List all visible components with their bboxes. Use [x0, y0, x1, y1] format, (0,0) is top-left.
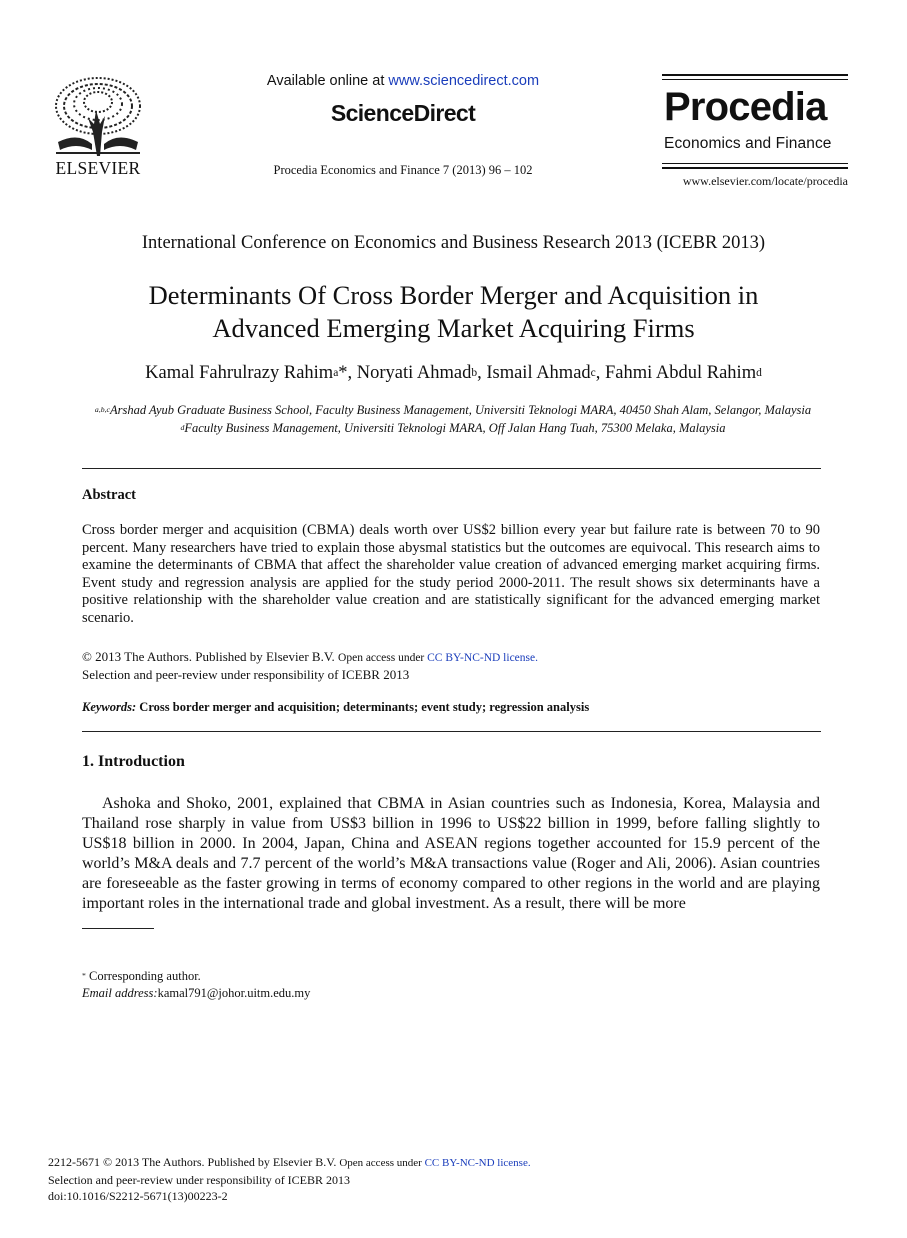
procedia-title: Procedia — [664, 85, 827, 129]
affiliation-d — [82, 419, 824, 437]
footnote-divider — [82, 928, 154, 929]
affil-text: Faculty Business Management, Universiti Teknologi MARA, Off Jalan Hang Tuah, 75300 Melaka, Malaysia — [184, 421, 726, 435]
author-affil-mark: a — [333, 366, 339, 379]
license-link[interactable]: CC BY-NC-ND license. — [427, 652, 538, 664]
author-affil-mark: c — [590, 366, 596, 379]
open-access-text: Open access under — [338, 652, 428, 664]
procedia-url[interactable]: www.elsevier.com/locate/procedia — [682, 174, 848, 188]
title-line-2: Advanced Emerging Market Acquiring Firms — [212, 313, 695, 343]
copyright-text: © 2013 The Authors. Published by Elsevier B.V. — [82, 649, 339, 664]
sciencedirect-brand: ScienceDirect — [330, 100, 476, 126]
abstract-text: Cross border merger and acquisition (CBMA) deals worth over US$2 billion every year but failure rate is between 70 to 90 percent. Many researchers have tried to explain those abysmal statistics but the outcomes are equivocal. This research aims to examine the determinants of CBMA that affect the shareholder value creation of advanced emerging market acquiring firms. Event study and regression analysis are applied for the study period 2000-2011. The result shows six determinants have a positive relationship with the shareholder value creation and are statistically significant for the advanced emerging market scenario. — [82, 522, 820, 626]
corresponding-author-note — [82, 968, 582, 985]
footnote-mark: * — [82, 971, 86, 981]
available-prefix: Available online at — [266, 73, 389, 89]
footer-copyright-line — [48, 1154, 748, 1172]
sciencedirect-link[interactable]: www.sciencedirect.com — [388, 73, 540, 89]
affiliation-abc — [82, 401, 824, 419]
peer-review-line: Selection and peer-review under responsibility of ICEBR 2013 — [82, 666, 410, 682]
author-sep: , — [595, 363, 605, 383]
author-name: Ismail Ahmad — [486, 363, 591, 383]
email-line — [82, 985, 582, 1002]
masthead-rule — [662, 74, 848, 76]
author-name: Fahmi Abdul Rahim — [605, 363, 757, 383]
conference-name: International Conference on Economics and Business Research 2013 (ICEBR 2013) — [141, 233, 766, 253]
email-address[interactable]: kamal791@johor.uitm.edu.my — [157, 985, 311, 1000]
author-sep: , — [477, 363, 487, 383]
author-name: Kamal Fahrulrazy Rahim — [145, 363, 334, 383]
affiliations — [82, 401, 824, 437]
copyright-notice — [82, 649, 820, 683]
author-list — [40, 363, 867, 384]
corresponding-text: Corresponding author. — [85, 969, 201, 983]
author-sep: *, — [338, 363, 357, 383]
section-heading-introduction: 1. Introduction — [82, 753, 185, 770]
author-affil-mark: d — [756, 366, 762, 379]
title-line-1: Determinants Of Cross Border Merger and Acquisition in — [148, 280, 759, 310]
page-footer — [48, 1154, 748, 1205]
copyright-line — [82, 649, 820, 667]
affil-mark: a,b,c — [94, 405, 110, 415]
keywords — [82, 700, 820, 715]
abstract-heading: Abstract — [82, 487, 136, 503]
footer-doi[interactable]: doi:10.1016/S2212-5671(13)00223-2 — [48, 1189, 228, 1203]
keywords-label: Keywords: — [82, 700, 137, 714]
available-online-line — [230, 73, 576, 89]
footer-license-link[interactable]: CC BY-NC-ND license. — [424, 1157, 531, 1169]
keywords-text: Cross border merger and acquisition; determinants; event study; regression analysis — [139, 700, 590, 714]
procedia-masthead — [662, 74, 848, 192]
affil-mark: d — [180, 423, 185, 433]
journal-reference: Procedia Economics and Finance 7 (2013) 96 – 102 — [273, 163, 533, 177]
footer-open-access: Open access under — [339, 1157, 425, 1169]
introduction-paragraph: Ashoka and Shoko, 2001, explained that CBMA in Asian countries such as Indonesia, Korea, Malaysia and Thailand rose sharply in value from US$3 billion in 1996 to US$22 billion in 1999, before falling slightly to US$18 billion in 2000. In 2004, Japan, China and ASEAN regions together accounted for 15.9 percent of the world’s M&A deals and 7.7 percent of the world’s M&A transactions value (Roger and Ali, 2006). Asian countries are foreseeable as the faster growing in terms of economy compared to other regions in the world and are playing important roles in the international trade and global investment. As a result, there will be more — [82, 795, 820, 912]
procedia-subtitle: Economics and Finance — [664, 135, 832, 152]
divider — [82, 468, 821, 469]
masthead-rule — [662, 167, 848, 169]
masthead-rule — [662, 79, 848, 80]
masthead-rule — [662, 163, 848, 164]
elsevier-wordmark: ELSEVIER — [55, 158, 141, 178]
footer-copyright: 2212-5671 © 2013 The Authors. Published by Elsevier B.V. — [48, 1155, 340, 1169]
paper-title — [40, 279, 867, 345]
footer-peer-review: Selection and peer-review under responsibility of ICEBR 2013 — [48, 1172, 351, 1187]
email-label: Email address: — [82, 985, 158, 1000]
divider — [82, 731, 821, 732]
affil-text: Arshad Ayub Graduate Business School, Faculty Business Management, Universiti Teknologi MARA, 40450 Shah Alam, Selangor, Malaysia — [109, 403, 812, 417]
author-affil-mark: b — [471, 366, 478, 379]
footnote — [82, 968, 582, 1001]
author-name: Noryati Ahmad — [356, 363, 472, 383]
